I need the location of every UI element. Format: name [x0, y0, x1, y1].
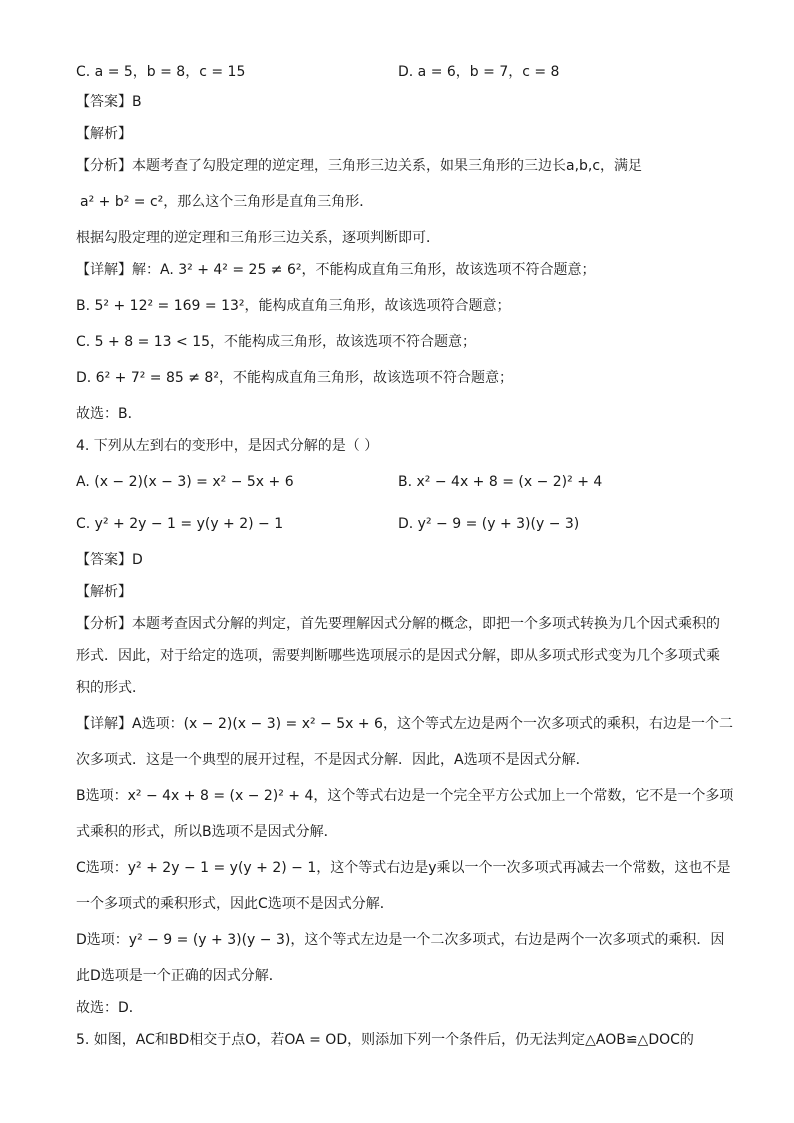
q4-detail-d-2: 此D选项是一个正确的因式分解． [76, 968, 283, 984]
q3-detail-a: 【详解】解：A. 3² + 4² = 25 ≠ 6²，不能构成直角三角形，故该选项不符合题意； [76, 262, 596, 278]
q4-analysis-heading: 【解析】 [76, 584, 132, 600]
q4-detail-b-1: B选项：x² − 4x + 8 = (x − 2)² + 4，这个等式右边是一个完全平方公式加上一个常数，它不是一个多项 [76, 788, 734, 804]
q3-analysis-1: 【分析】本题考查了勾股定理的逆定理，三角形三边关系，如果三角形的三边长a,b,c，满足 [76, 158, 643, 174]
q5-stem: 5. 如图，AC和BD相交于点O，若OA = OD，则添加下列一个条件后，仍无法判定△AOB≌△DOC的 [76, 1032, 694, 1048]
q4-detail-c-1: C选项：y² + 2y − 1 = y(y + 2) − 1，这个等式右边是y乘以一个一次多项式再减去一个常数，这也不是 [76, 860, 731, 876]
q4-analysis-3: 积的形式． [76, 680, 146, 696]
q4-option-b: B. x² − 4x + 8 = (x − 2)² + 4 [398, 474, 603, 490]
q4-option-d: D. y² − 9 = (y + 3)(y − 3) [398, 516, 580, 532]
q4-option-c: C. y² + 2y − 1 = y(y + 2) − 1 [76, 516, 284, 532]
q4-answer: 【答案】D [76, 552, 143, 568]
q4-stem: 4. 下列从左到右的变形中，是因式分解的是（ ） [76, 438, 379, 454]
q3-option-d: D. a = 6，b = 7，c = 8 [398, 64, 560, 80]
q3-detail-b: B. 5² + 12² = 169 = 13²，能构成直角三角形，故该选项符合题意； [76, 298, 511, 314]
q4-detail-c-2: 一个多项式的乘积形式，因此C选项不是因式分解． [76, 896, 394, 912]
q4-analysis-1: 【分析】本题考查因式分解的判定，首先要理解因式分解的概念，即把一个多项式转换为几个因式乘积的 [76, 616, 720, 632]
q4-detail-b-2: 式乘积的形式，所以B选项不是因式分解． [76, 824, 338, 840]
q4-detail-a-2: 次多项式．这是一个典型的展开过程，不是因式分解．因此，A选项不是因式分解． [76, 752, 590, 768]
q3-analysis-2: a² + b² = c²，那么这个三角形是直角三角形． [80, 194, 374, 210]
q3-analysis-3: 根据勾股定理的逆定理和三角形三边关系，逐项判断即可． [76, 230, 440, 246]
q4-option-a: A. (x − 2)(x − 3) = x² − 5x + 6 [76, 474, 294, 490]
q4-analysis-2: 形式．因此，对于给定的选项，需要判断哪些选项展示的是因式分解，即从多项式形式变为几个多项式乘 [76, 648, 720, 664]
q4-detail-a-1: 【详解】A选项：(x − 2)(x − 3) = x² − 5x + 6，这个等式左边是两个一次多项式的乘积，右边是一个二 [76, 716, 733, 732]
q3-option-c: C. a = 5，b = 8，c = 15 [76, 64, 246, 80]
q3-answer: 【答案】B [76, 94, 142, 110]
q3-analysis-heading: 【解析】 [76, 126, 132, 142]
q4-detail-d-1: D选项：y² − 9 = (y + 3)(y − 3)，这个等式左边是一个二次多项式，右边是两个一次多项式的乘积．因 [76, 932, 725, 948]
q3-detail-d: D. 6² + 7² = 85 ≠ 8²，不能构成直角三角形，故该选项不符合题意； [76, 370, 513, 386]
q3-conclusion: 故选：B． [76, 406, 142, 422]
q4-conclusion: 故选：D． [76, 1000, 143, 1016]
q3-detail-c: C. 5 + 8 = 13 < 15，不能构成三角形，故该选项不符合题意； [76, 334, 477, 350]
